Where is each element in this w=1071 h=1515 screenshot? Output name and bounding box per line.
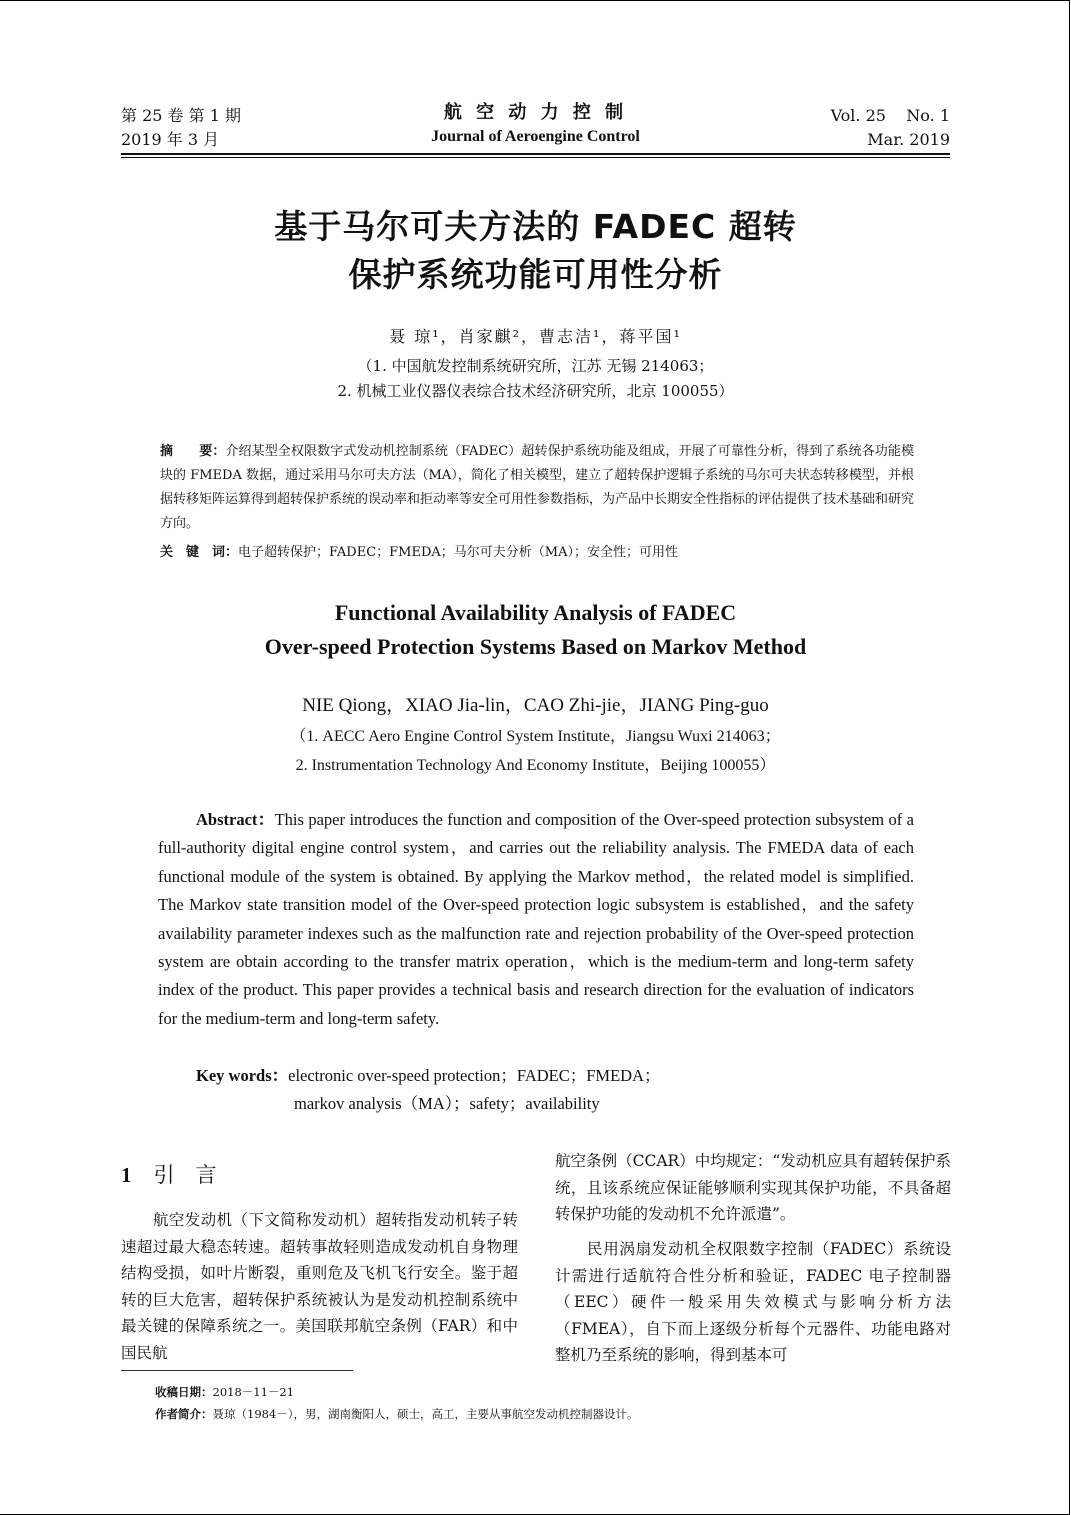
footnote-rule	[121, 1370, 353, 1371]
author-bio-value: 聂琼（1984－），男，湖南衡阳人，硕士，高工，主要从事航空发动机控制器设计。	[212, 1407, 639, 1421]
title-en-line2: Over-speed Protection Systems Based on Markov Method	[264, 634, 807, 659]
paper-title-cn	[0, 203, 1071, 299]
abstract-en-text: This paper introduces the function and composition of the Over-speed protection subsystem of a full-authority digital engine control system，and carries out the reliability analysis. The FMEDA data of each functional module of the system is obtained. By applying the Markov method，the related model is simplified. The Markov state transition model of the Over-speed protection logic subsystem is established，and the safety availability parameter indexes such as the malfunction rate and rejection probability of the Over-speed protection system are obtain according to the transfer matrix operation，which is the medium-term and long-term safety index of the product. This paper provides a technical basis and research direction for the evaluation of indicators for the medium-term and long-term safety.	[158, 810, 915, 1028]
header-rule-thin	[121, 157, 950, 158]
keywords-en-label: Key words：	[196, 1066, 289, 1085]
abstract-en-label: Abstract：	[196, 810, 275, 829]
volume-issue-en: Vol. 25 No. 1	[830, 106, 950, 125]
section-title: 引 言	[153, 1163, 217, 1187]
affiliation-cn-2: 2. 机械工业仪器仪表综合技术经济研究所，北京 100055）	[337, 382, 734, 400]
keywords-cn-label: 关 键 词：	[160, 545, 239, 560]
title-cn-line1: 基于马尔可夫方法的 FADEC 超转	[274, 207, 797, 246]
keywords-en	[196, 1062, 916, 1118]
publication-date-en: Mar. 2019	[867, 130, 950, 149]
title-cn-line2: 保护系统功能可用性分析	[348, 255, 723, 294]
affiliations-en	[0, 722, 1071, 780]
journal-name-cn: 航 空 动 力 控 制	[443, 102, 628, 123]
author-bio-label: 作者简介：	[155, 1407, 213, 1421]
authors-cn: 聂 琼¹，肖家麒²，曹志洁¹，蒋平国¹	[389, 327, 682, 346]
affiliations-cn	[0, 354, 1071, 404]
publication-date: 2019 年 3 月	[121, 130, 220, 149]
footnote-author	[155, 1404, 935, 1424]
authors-en: NIE Qiong，XIAO Jia-lin，CAO Zhi-jie，JIANG Ping-guo	[302, 695, 769, 716]
footnote-received	[155, 1382, 935, 1402]
abstract-cn-label: 摘 要：	[160, 444, 226, 459]
journal-name-en: Journal of Aeroengine Control	[431, 128, 640, 145]
keywords-en-line2: markov analysis（MA）；safety；availability	[294, 1094, 600, 1113]
abstract-en	[158, 806, 914, 1033]
running-header-right	[831, 104, 950, 152]
received-label: 收稿日期：	[155, 1385, 213, 1399]
received-value: 2018－11－21	[212, 1385, 295, 1399]
header-rule-thick	[121, 153, 950, 155]
body-left-column: 航空发动机（下文简称发动机）超转指发动机转子转速超过最大稳态转速。超转事故轻则造成发动机自身物理结构受损，如叶片断裂，重则危及飞机飞行安全。鉴于超转的巨大危害，超转保护系统被认为是发动机控制系统中最关键的保障系统之一。美国联邦航空条例（FAR）和中国民航	[121, 1211, 518, 1362]
keywords-cn	[160, 542, 914, 564]
affiliation-en-1: （1. AECC Aero Engine Control System Institute，Jiangsu Wuxi 214063；	[290, 728, 781, 745]
abstract-cn-text: 介绍某型全权限数字式发动机控制系统（FADEC）超转保护系统功能及组成，开展了可靠性分析，得到了系统各功能模块的 FMEDA 数据，通过采用马尔可夫方法（MA），简化了相关模型，建立了超转保护逻辑子系统的马尔可夫状态转移模型，并根据转移矩阵运算得到超转保护系统的误动率和拒动率等安全可用性参数指标，为产品中长期安全性指标的评估提供了技术基础和研究方向。	[160, 444, 915, 531]
abstract-cn	[160, 440, 914, 536]
section-heading	[121, 1160, 217, 1190]
keywords-cn-text: 电子超转保护；FADEC；FMEDA；马尔可夫分析（MA）；安全性；可用性	[238, 545, 678, 560]
paper-title-en	[0, 596, 1071, 664]
volume-issue: 第 25 卷 第 1 期	[121, 106, 241, 125]
title-en-line1: Functional Availability Analysis of FADEC	[334, 600, 737, 625]
body-right-paragraph-1: 航空条例（CCAR）中均规定：“发动机应具有超转保护系统，且该系统应保证能够顺利实现其保护功能，不具备超转保护功能的发动机不允许派遣”。	[555, 1152, 951, 1223]
body-right-paragraph-2: 民用涡扇发动机全权限数字控制（FADEC）系统设计需进行适航符合性分析和验证，FADEC 电子控制器（EEC）硬件一般采用失效模式与影响分析方法（FMEA），自下而上逐级分析每个元器件、功能电路对整机乃至系统的影响，得到基本可	[555, 1240, 951, 1364]
affiliation-cn-1: （1. 中国航发控制系统研究所，江苏 无锡 214063；	[357, 357, 714, 375]
affiliation-en-2: 2. Instrumentation Technology And Economy Institute，Beijing 100055）	[295, 757, 776, 774]
section-number: 1	[121, 1163, 132, 1187]
keywords-en-line1: electronic over-speed protection；FADEC；FMEDA；	[288, 1066, 661, 1085]
